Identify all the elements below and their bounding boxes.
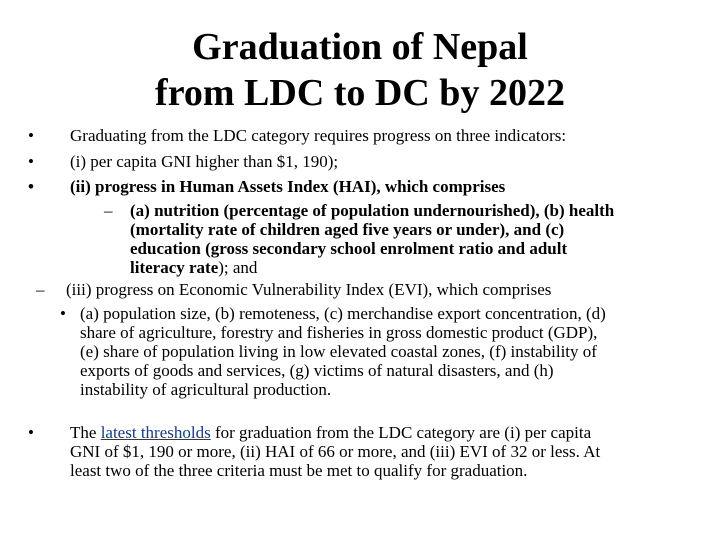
evi-detail-line-4: exports of goods and services, (g) victims of natural disasters, and (h) — [80, 361, 554, 380]
bullet-marker: • — [28, 423, 34, 442]
thresholds-line-2: GNI of $1, 190 or more, (ii) HAI of 66 or more, and (iii) EVI of 32 or less. At — [70, 442, 601, 461]
dash-marker: – — [36, 280, 45, 299]
hai-detail-line-4 — [130, 258, 567, 277]
hai-detail-line-2: (mortality rate of children aged five years or under), and (c) — [130, 220, 565, 239]
bullet-marker: • — [60, 304, 66, 323]
evi-detail-line-3: (e) share of population living in low elevated coastal zones, (f) instability of — [80, 342, 597, 361]
evi-detail-line-1: (a) population size, (b) remoteness, (c) merchandise export concentration, (d) — [80, 304, 606, 323]
evi-detail-line-5: instability of agricultural production. — [80, 380, 332, 399]
thresholds-prefix: The — [70, 423, 101, 442]
intro-text: Graduating from the LDC category requires progress on three indicators: — [70, 126, 567, 145]
hai-text: (ii) progress in Human Assets Index (HAI), which comprises — [70, 177, 506, 196]
bullet-marker: • — [28, 152, 34, 171]
bullet-marker: • — [28, 126, 34, 145]
title-line-1: Graduation of Nepal — [192, 26, 528, 68]
thresholds-line-1 — [70, 423, 600, 442]
hai-detail-line-4-rest: ); and — [218, 258, 258, 277]
slide-title — [40, 24, 680, 116]
thresholds-line-3: least two of the three criteria must be met to qualify for graduation. — [70, 461, 528, 480]
dash-marker: – — [104, 201, 113, 220]
hai-detail-line-4-bold: literacy rate — [130, 258, 219, 277]
evi-detail-line-2: share of agriculture, forestry and fisheries in gross domestic product (GDP), — [80, 323, 598, 342]
latest-thresholds-link[interactable]: latest thresholds — [100, 423, 211, 442]
thresholds-line-1-rest: for graduation from the LDC category are (i) per capita — [210, 423, 592, 442]
hai-detail-line-3: education (gross secondary school enrolment ratio and adult — [130, 239, 568, 258]
evi-text: (iii) progress on Economic Vulnerability Index (EVI), which comprises — [66, 280, 552, 299]
gni-text: (i) per capita GNI higher than $1, 190); — [70, 152, 339, 171]
hai-detail-line-1: (a) nutrition (percentage of population undernourished), (b) health — [130, 201, 615, 220]
bullet-marker: • — [28, 177, 34, 196]
title-line-2: from LDC to DC by 2022 — [155, 72, 565, 114]
